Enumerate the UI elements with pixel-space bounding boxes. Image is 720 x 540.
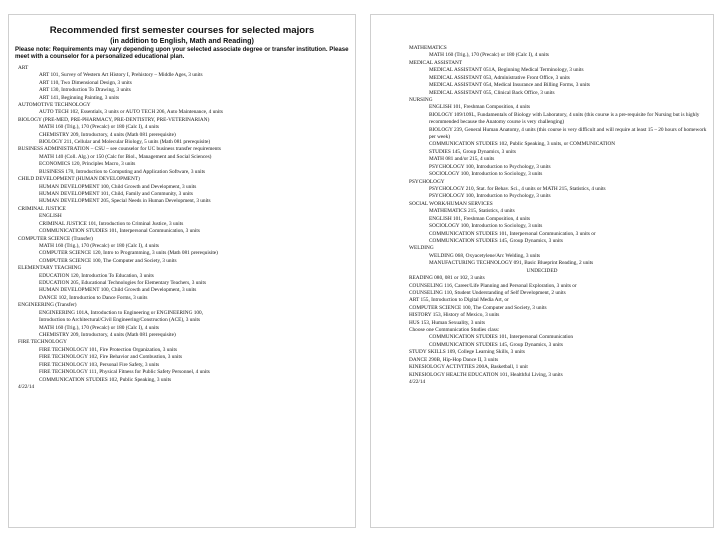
course-line: COMMUNICATION STUDIES 102, Public Speaking, 3 units xyxy=(39,376,172,383)
course-line: COMPUTER SCIENCE 120, Intro to Programming, 3 units (Math 081 prerequisite) xyxy=(39,250,218,257)
page-date: 4/22/14 xyxy=(409,378,426,385)
course-line: ART 101, Survey of Western Art History I, Prehistory – Middle Ages, 3 units xyxy=(39,72,203,79)
major-heading: COMPUTER SCIENCE (Transfer) xyxy=(18,235,93,242)
course-line: BIOLOGY 109/109L, Fundamentals of Biology with Laboratory, 4 units (this course is a pre-requisite for Nursing but is highly recommended because the Anatomy course is very challenging) xyxy=(429,111,700,126)
course-line: ENGLISH xyxy=(39,213,62,220)
course-line: Introduction to Architectural/Civil Engineering/Construction (ACE), 3 units xyxy=(39,317,201,324)
course-line: COUNSELING 116, Career/Life Planning and Personal Exploration, 3 units or xyxy=(409,282,577,289)
course-line: MATH 160 (Trig.), 170 (Precalc) or 180 (Calc I), 4 units xyxy=(39,242,159,249)
page-date: 4/22/14 xyxy=(18,383,35,390)
course-line: BUSINESS 170, Introduction to Computing and Application Software, 3 units xyxy=(39,168,206,175)
major-heading: SOCIAL WORK/HUMAN SERVICES xyxy=(409,200,493,207)
course-line: CRIMINAL JUSTICE 101, Introduction to Criminal Justice, 3 units xyxy=(39,220,184,227)
course-line: COMMUNICATION STUDIES 101, Interpersonal Communication, 3 units xyxy=(39,228,200,235)
course-line: BIOLOGY 239, General Human Anatomy, 4 units (this course is very difficult and will require at least 15 – 20 hours of homework per week) xyxy=(429,126,707,141)
course-list-right xyxy=(371,45,713,379)
course-line: ECONOMICS 120, Principles Macro, 3 units xyxy=(39,161,136,168)
course-line: STUDY SKILLS 109, College Learning Skills, 3 units xyxy=(409,349,525,356)
major-heading: CHILD DEVELOPMENT (HUMAN DEVELOPMENT) xyxy=(18,176,140,183)
course-line: FIRE TECHNOLOGY 103, Personal Fire Safety, 3 units xyxy=(39,361,160,368)
major-heading: MEDICAL ASSISTANT xyxy=(409,59,463,66)
major-heading: MATHEMATICS xyxy=(409,45,447,51)
course-line: EDUCATION 205, Educational Technologies for Elementary Teachers, 3 units xyxy=(39,280,207,287)
course-line: HUMAN DEVELOPMENT 100, Child Growth and Development, 3 units xyxy=(39,183,197,190)
course-line: COMMUNICATION STUDIES 145, Group Dynamics, 3 units xyxy=(429,237,563,244)
course-line: HUMAN DEVELOPMENT 205, Special Needs in Human Development, 3 units xyxy=(39,198,211,205)
page-title: Recommended first semester courses for selected majors xyxy=(49,25,315,36)
course-line: PSYCHOLOGY 100, Introduction to Psychology, 3 units xyxy=(429,163,551,170)
course-line: FIRE TECHNOLOGY 111, Physical Fitness for Public Safety Personnel, 4 units xyxy=(39,369,210,376)
course-line: FIRE TECHNOLOGY 101, Fire Protection Organization, 3 units xyxy=(39,346,178,353)
major-heading: BUSINESS ADMINISTRATION – CSU – see counselor for UC business transfer requirements xyxy=(18,146,221,153)
course-line: ART 155, Introduction to Digital Media Art, or xyxy=(409,297,509,304)
course-line: EDUCATION 120, Introduction To Education, 3 units xyxy=(39,272,154,279)
course-line: ART 141, Beginning Painting, 3 units xyxy=(39,94,120,101)
course-line: COMPUTER SCIENCE 100, The Computer and Society, 3 units xyxy=(39,257,177,264)
course-line: HUMAN DEVELOPMENT 100, Child Growth and Development, 3 units xyxy=(39,287,197,294)
major-heading: NURSING xyxy=(409,96,433,103)
course-line: MEDICAL ASSISTANT 051A, Beginning Medical Terminology, 3 units xyxy=(429,67,584,74)
course-line: PSYCHOLOGY 100, Introduction to Psychology, 3 units xyxy=(429,193,551,200)
course-line: KINESIOLOGY HEALTH EDUCATION 101, Healthful Living, 3 units xyxy=(409,371,563,378)
course-line: MEDICAL ASSISTANT 054, Medical Insurance and Billing Forms, 3 units xyxy=(429,82,590,89)
course-line: MANUFACTURING TECHNOLOGY 091, Basic Blueprint Reading, 2 units xyxy=(429,260,594,267)
major-heading: BIOLOGY (PRE-MED, PRE-PHARMACY, PRE-DENTISTRY, PRE-VETERINARIAN) xyxy=(18,116,210,123)
course-line: HUMAN DEVELOPMENT 101, Child, Family and Community, 3 units xyxy=(39,190,193,197)
major-heading: CRIMINAL JUSTICE xyxy=(18,205,66,212)
course-line: PSYCHOLOGY 210, Stat. for Behav. Sci., 4 units or MATH 215, Statistics, 4 units xyxy=(429,186,606,193)
course-line: STUDIES 145, Group Dynamics, 3 units xyxy=(429,148,516,155)
course-line: SOCIOLOGY 100, Introduction to Sociology, 3 units xyxy=(429,171,543,178)
course-line: READING 080, 081 or 102, 3 units xyxy=(409,275,485,282)
course-line: COMPUTER SCIENCE 100, The Computer and Society, 3 units xyxy=(409,304,547,311)
major-heading: FIRE TECHNOLOGY xyxy=(18,339,67,346)
advising-note: Please note: Requirements may vary depending upon your selected associate degree or transfer institution. Please meet with a counselor for a personalized educational plan. xyxy=(15,46,349,61)
course-line: ART 130, Introduction To Drawing, 3 units xyxy=(39,87,131,94)
course-line: MATH 140 (Coll. Alg.) or 150 (Calc for Biol., Management and Social Sciences) xyxy=(39,153,212,160)
course-line: MEDICAL ASSISTANT 055, Clinical Back Office, 3 units xyxy=(429,89,555,96)
major-heading: PSYCHOLOGY xyxy=(409,178,445,185)
course-line: MATHEMATICS 215, Statistics, 4 units xyxy=(429,208,515,215)
page-subtitle: (in addition to English, Math and Reading) xyxy=(110,36,254,45)
course-line: DANCE 290B, Hip-Hop Dance II, 3 units xyxy=(409,356,499,363)
major-heading: AUTOMOTIVE TECHNOLOGY xyxy=(18,101,91,108)
course-line: BIOLOGY 211, Cellular and Molecular Biology, 5 units (Math 081 prerequisite) xyxy=(39,139,211,146)
course-line: MEDICAL ASSISTANT 053, Administrative Front Office, 3 units xyxy=(429,74,570,81)
course-list-left xyxy=(9,65,355,384)
left-page xyxy=(8,14,356,528)
course-line: ENGINEERING 101A, Introduction to Engineering or ENGINEERING 100, xyxy=(39,309,204,316)
course-line: WELDING 068, Oxyacetylene/Arc Welding, 3 units xyxy=(429,252,541,259)
course-line: HISTORY 153, History of Mexico, 3 units xyxy=(409,312,500,319)
course-line: KINESIOLOGY ACTIVITIES 200A, Basketball, 1 unit xyxy=(409,364,528,371)
right-page xyxy=(370,14,714,528)
major-heading: WELDING xyxy=(409,245,434,252)
course-line: FIRE TECHNOLOGY 102, Fire Behavior and Combustion, 3 units xyxy=(39,354,183,361)
course-line: MATH 160 (Trig.), 170 (Precalc) or 180 (Calc I), 4 units xyxy=(39,324,159,331)
major-heading: ELEMENTARY TEACHING xyxy=(18,265,82,272)
course-line: COMMUNICATION STUDIES 145, Group Dynamics, 3 units xyxy=(429,341,563,348)
course-line: CHEMISTRY 209, Introductory, 4 units (Math 081 prerequisite) xyxy=(39,332,176,338)
course-line: SOCIOLOGY 100, Introduction to Sociology, 3 units xyxy=(429,223,543,230)
section-heading: UNDECIDED xyxy=(526,267,558,274)
course-line: ENGLISH 101, Freshman Composition, 4 units xyxy=(429,104,531,111)
major-heading: ART xyxy=(18,64,29,71)
course-line: Choose one Communication Studies class: xyxy=(409,327,500,334)
course-line: ENGLISH 101, Freshman Composition, 4 units xyxy=(429,215,531,222)
course-line: HUS 153, Human Sexuality, 3 units xyxy=(409,319,486,326)
course-line: DANCE 102, Introduction to Dance Forms, 3 units xyxy=(39,294,148,301)
course-line: COMMUNICATION STUDIES 102, Public Speaking, 3 units, or COMMUNICATION xyxy=(429,141,616,148)
course-line: MATH 160 (Trig.), 170 (Precalc) or 180 (Calc I), 4 units xyxy=(429,52,549,59)
course-line: COMMUNICATION STUDIES 101, Interpersonal Communication, 3 units or xyxy=(429,230,596,237)
course-line: MATH 160 (Trig.), 170 (Precalc) or 180 (Calc I), 4 units xyxy=(39,124,159,131)
major-heading: ENGINEERING (Transfer) xyxy=(18,302,77,309)
course-line: ART 110, Two Dimensional Design, 3 units xyxy=(39,79,132,86)
course-line: AUTO TECH 102, Essentials, 3 units or AUTO TECH 206, Auto Maintenance, 4 units xyxy=(39,109,223,116)
course-line: CHEMISTRY 209, Introductory, 4 units (Math 081 prerequisite) xyxy=(39,131,176,138)
course-line: COUNSELING 110, Student Understanding of Self Development, 2 units xyxy=(409,289,566,296)
course-line: MATH 081 and/or 215, 4 units xyxy=(429,156,495,163)
course-line: COMMUNICATION STUDIES 101, Interpersonal Communication xyxy=(429,334,574,341)
